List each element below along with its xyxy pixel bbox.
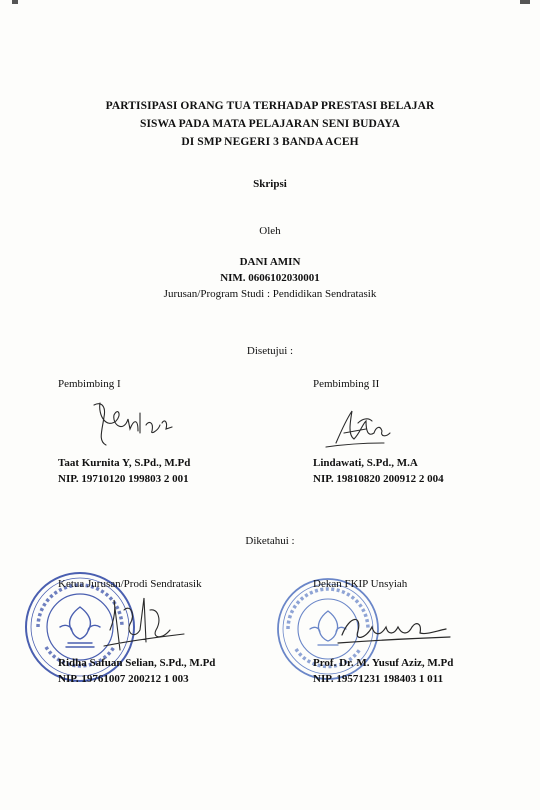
advisor-1-nip: NIP. 19710120 199803 2 001 [58,473,189,485]
advisor-2-name: Lindawati, S.Pd., M.A [313,457,418,469]
scan-speck [12,0,18,4]
author-name: DANI AMIN [239,256,301,268]
advisor-1-name: Taat Kurnita Y, S.Pd., M.Pd [58,457,191,469]
official-1-role: Ketua Jurusan/Prodi Sendratasik [58,578,202,590]
study-program: Jurusan/Program Studi : Pendidikan Sendratasik [163,288,377,300]
official-2-nip: NIP. 19571231 198403 1 011 [313,673,444,685]
title-line: DI SMP NEGERI 3 BANDA ACEH [181,136,359,148]
advisor-2-signature [322,403,392,453]
official-2-role: Dekan FKIP Unsyiah [313,578,408,590]
advisor-2-role: Pembimbing II [313,378,380,390]
author-block [0,254,540,302]
approved-label: Disetujui : [246,345,294,357]
acknowledged-label: Diketahui : [245,535,295,547]
author-nim: NIM. 0606102030001 [220,272,320,284]
advisor-2-block [313,455,444,487]
advisor-1-block [58,455,190,487]
by-label: Oleh [259,225,281,237]
document-type: Skripsi [253,178,287,190]
official-2-signature [336,605,456,650]
official-2-name: Prof. Dr. M. Yusuf Aziz, M.Pd [313,657,454,669]
official-1-signature [100,590,190,660]
advisor-1-role: Pembimbing I [58,378,121,390]
advisor-1-signature [88,395,188,457]
official-1-name: Ridha Safuan Selian, S.Pd., M.Pd [58,657,216,669]
thesis-title [0,97,540,151]
title-line: PARTISIPASI ORANG TUA TERHADAP PRESTASI BELAJAR [105,100,435,112]
scan-speck [520,0,530,4]
official-1-nip: NIP. 19761007 200212 1 003 [58,673,189,685]
title-line: SISWA PADA MATA PELAJARAN SENI BUDAYA [139,118,401,130]
official-1-block [58,655,215,687]
advisor-2-nip: NIP. 19810820 200912 2 004 [313,473,444,485]
official-2-block [313,655,453,687]
